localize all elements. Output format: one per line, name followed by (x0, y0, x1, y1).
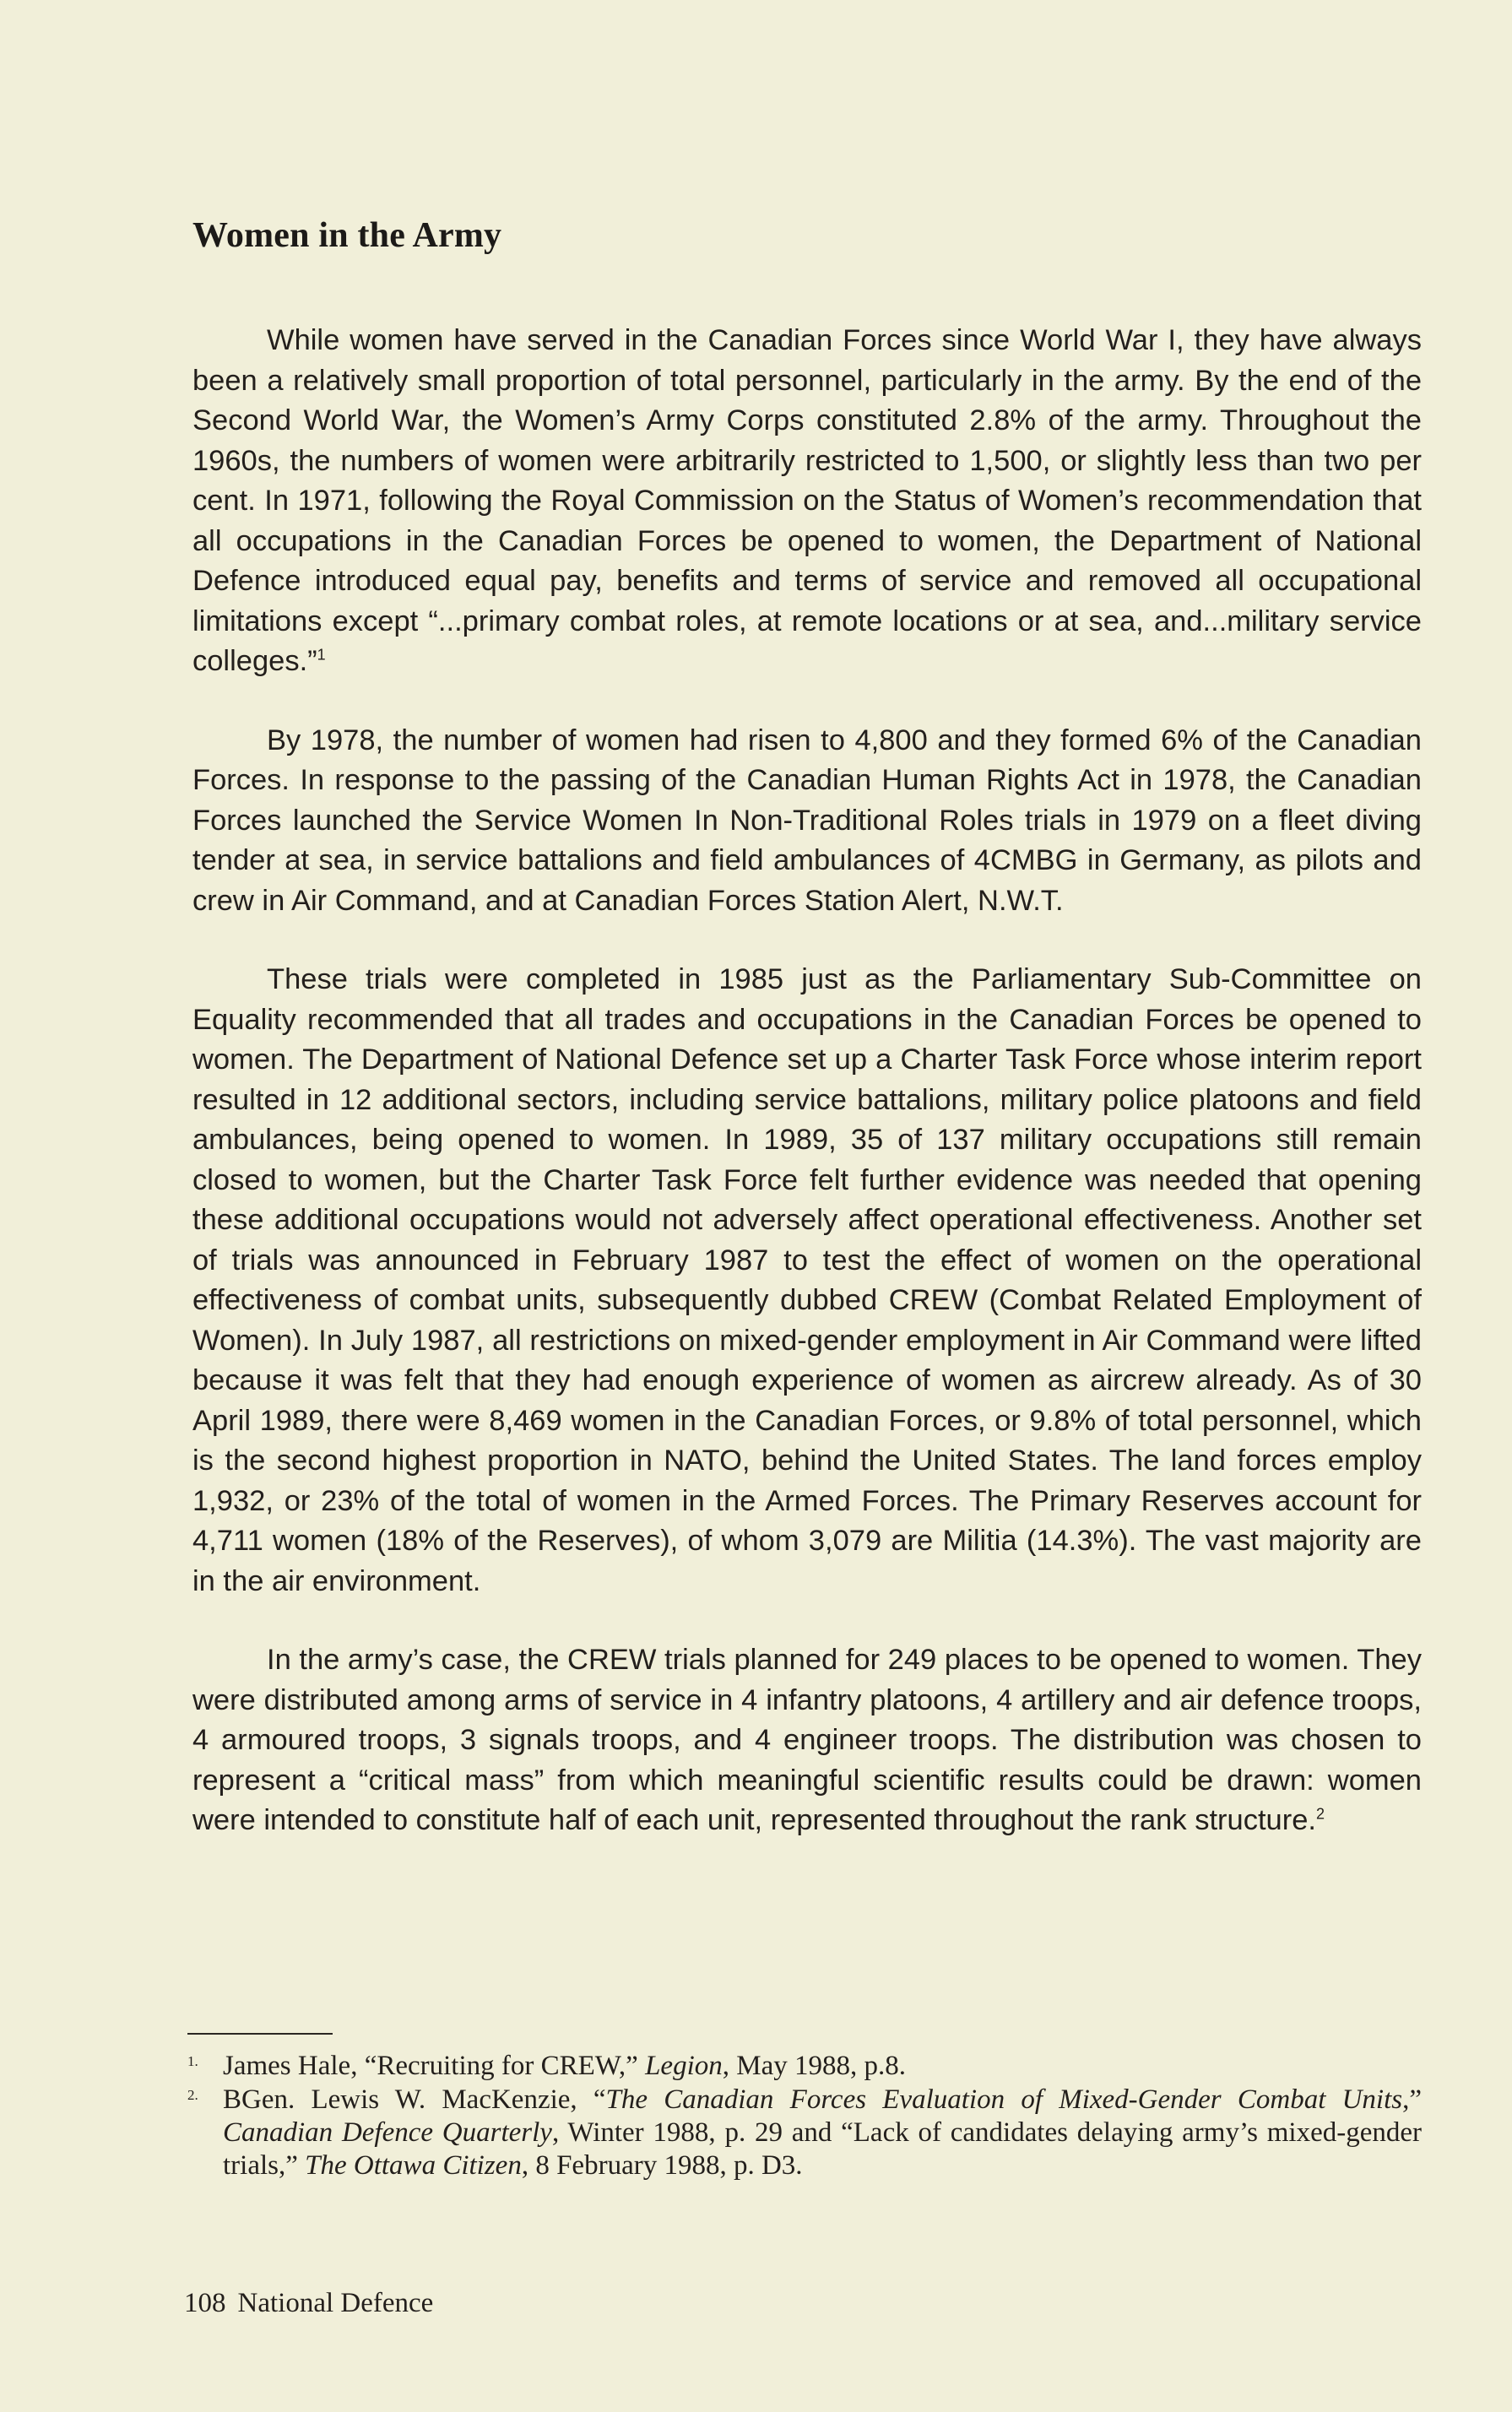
paragraph-text: In the army’s case, the CREW trials planned for 249 places to be opened to women. They were distributed among arms of service in 4 infantry platoons, 4 artillery and air defence troops, 4 armoured troops, 3 signals troops, and 4 engineer troops. The distribution was chosen to represent a “critical mass” from which meaningful scientific results could be drawn: women were intended to constitute half of each unit, represented throughout the rank structure. (192, 1644, 1422, 1836)
paragraph (192, 321, 1422, 682)
paragraph (192, 960, 1422, 1602)
body-text (192, 321, 1422, 1841)
footnote-reference[interactable]: 2 (1316, 1805, 1325, 1823)
footnote-marker: 2. (187, 2087, 198, 2103)
footnote-publication-title: Canadian Defence Quarterly (223, 2117, 552, 2148)
footnote-text: , May 1988, p.8. (722, 2051, 906, 2081)
footnote-text: ,” (1402, 2084, 1422, 2115)
page-number: 108 (184, 2288, 226, 2318)
footnote-divider (187, 2033, 333, 2035)
footnote (187, 2084, 1422, 2182)
footnote-text: , 8 February 1988, p. D3. (521, 2150, 803, 2181)
section-heading: Women in the Army (192, 216, 502, 255)
footnote-text: James Hale, “Recruiting for CREW,” (223, 2051, 646, 2081)
footnote-text: , Winter 1988, p. 29 and “Lack of candidates delaying army’s mixed-gender trials,” (223, 2117, 1422, 2181)
paragraph (192, 1640, 1422, 1841)
page-footer (184, 2288, 433, 2319)
footnotes (187, 2050, 1422, 2183)
paragraph-text: By 1978, the number of women had risen to 4,800 and they formed 6% of the Canadian Forces. In response to the passing of the Canadian Human Rights Act in 1978, the Canadian Forces launched the Service Women In Non-Traditional Roles trials in 1979 on a fleet diving tender at sea, in service battalions and field ambulances of 4CMBG in Germany, as pilots and crew in Air Command, and at Canadian Forces Station Alert, N.W.T. (192, 724, 1422, 917)
paragraph-text: While women have served in the Canadian Forces since World War I, they have always been a relatively small proportion of total personnel, particularly in the army. By the end of the Second World War, the Women’s Army Corps constituted 2.8% of the army. Throughout the 1960s, the numbers of women were arbitrarily restricted to 1,500, or slightly less than two per cent. In 1971, following the Royal Commission on the Status of Women’s recommendation that all occupations in the Canadian Forces be opened to women, the Department of National Defence introduced equal pay, benefits and terms of service and removed all occupational limitations except “...primary combat roles, at remote locations or at sea, and...military service colleges.” (192, 324, 1422, 677)
footnote-article-title: The Canadian Forces Evaluation of Mixed-Gender Combat Units (605, 2084, 1403, 2115)
footnote (187, 2050, 1422, 2083)
footnote-text: BGen. Lewis W. MacKenzie, “ (223, 2084, 606, 2115)
paragraph-text: These trials were completed in 1985 just as the Parliamentary Sub-Committee on Equality recommended that all trades and occupations in the Canadian Forces be opened to women. The Department of National Defence set up a Charter Task Force whose interim report resulted in 12 additional sectors, including service battalions, military police platoons and field ambulances, being opened to women. In 1989, 35 of 137 military occupations still remain closed to women, but the Charter Task Force felt further evidence was needed that opening these additional occupations would not adversely affect operational effectiveness. Another set of trials was announced in February 1987 to test the effect of women on the operational effectiveness of combat units, subsequently dubbed CREW (Combat Related Employment of Women). In July 1987, all restrictions on mixed-gender employment in Air Command were lifted because it was felt that they had enough experience of women as aircrew already. As of 30 April 1989, there were 8,469 women in the Canadian Forces, or 9.8% of total personnel, which is the second highest proportion in NATO, behind the United States. The land forces employ 1,932, or 23% of the total of women in the Armed Forces. The Primary Reserves account for 4,711 women (18% of the Reserves), of whom 3,079 are Militia (14.3%). The vast majority are in the air environment. (192, 963, 1422, 1597)
running-title: National Defence (237, 2288, 434, 2318)
footnote-publication-title: The Ottawa Citizen (305, 2150, 522, 2181)
footnote-reference[interactable]: 1 (317, 646, 326, 664)
footnote-marker: 1. (187, 2053, 198, 2069)
paragraph (192, 721, 1422, 922)
footnote-publication-title: Legion (645, 2051, 723, 2081)
